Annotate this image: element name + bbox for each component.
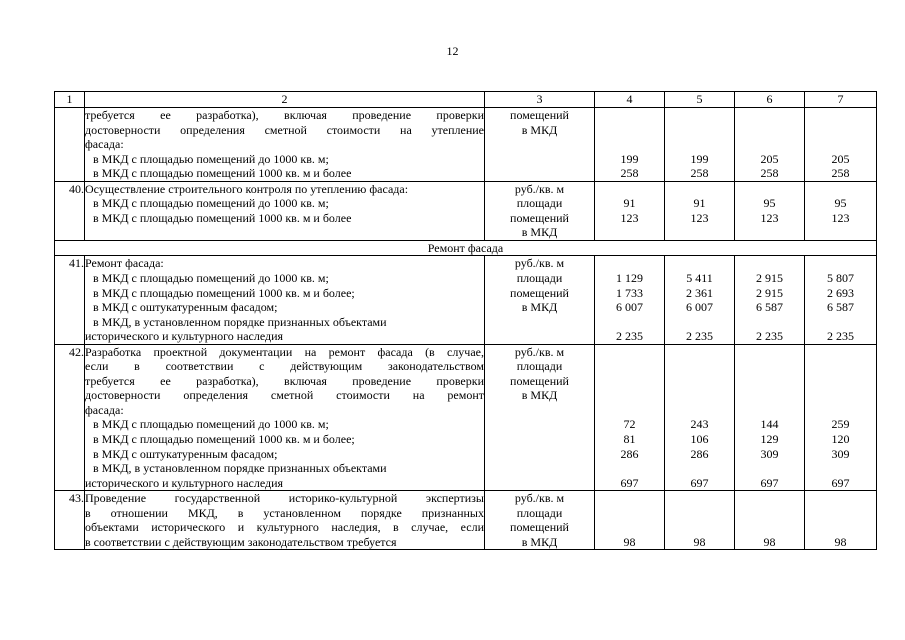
table-row [55,491,877,550]
value: 2 235 [686,329,713,344]
description-item: в МКД с площадью помещений 1000 кв. м и более; [93,285,355,300]
value-cell-c6 [735,256,805,344]
value: 697 [690,475,709,490]
table-row [55,256,877,344]
spacer [735,359,804,374]
table-row [55,344,877,490]
column-header: 1 [55,92,85,108]
description-line: фасада: [85,137,124,152]
spacer [735,403,804,418]
value: 91 [693,196,706,211]
value: 120 [831,432,850,447]
page-number: 12 [446,44,459,58]
value [805,315,876,330]
value-cell-c6 [735,491,805,550]
value: 2 915 [756,285,783,300]
value: 98 [623,534,636,549]
spacer [665,256,734,271]
description-item: в МКД с площадью помещений 1000 кв. м и более [93,166,352,181]
value: 98 [763,534,776,549]
value: 2 235 [616,329,643,344]
spacer [735,137,804,152]
value [805,506,876,521]
value: 5 807 [827,271,854,286]
value [665,461,734,476]
description-line: в отношении МКД, в установленном порядке признанных [85,505,484,520]
value [665,315,734,330]
value: 81 [623,432,636,447]
spacer [805,137,876,152]
unit-line: площади [516,505,563,520]
value-cell-c7 [805,491,877,550]
unit-line: в МКД [521,388,558,403]
value: 2 361 [686,285,713,300]
value [665,506,734,521]
value-cell-c4 [595,344,665,490]
value [735,315,804,330]
value: 6 007 [616,300,643,315]
row-description [85,344,485,490]
value [735,520,804,535]
description-line: Ремонт фасада: [85,256,164,271]
unit-line: площади [516,359,563,374]
column-header: 6 [735,92,805,108]
value: 1 129 [616,271,643,286]
spacer [805,388,876,403]
value: 258 [620,166,639,181]
spacer [595,359,664,374]
description-item: в МКД с площадью помещений до 1000 кв. м; [93,417,329,432]
value: 129 [760,432,779,447]
description-item: в МКД с площадью помещений до 1000 кв. м; [93,151,329,166]
value: 259 [831,417,850,432]
value-cell-c7 [805,108,877,182]
row-number: 43. [55,491,85,550]
value: 6 587 [756,300,783,315]
spacer [805,108,876,123]
value: 199 [690,151,709,166]
column-header: 5 [665,92,735,108]
unit-line: помещений [510,108,569,122]
value: 72 [623,417,636,432]
spacer [735,345,804,360]
value [805,491,876,506]
value-cell-c5 [665,108,735,182]
unit-line: руб./кв. м [514,491,565,506]
spacer [595,256,664,271]
value [805,461,876,476]
row-description [85,108,485,182]
row-number [55,108,85,182]
value: 95 [763,196,776,211]
description-item: в МКД с площадью помещений до 1000 кв. м; [93,271,329,286]
description-item: в МКД с площадью помещений до 1000 кв. м; [93,196,329,211]
value [665,520,734,535]
unit-line: помещений [510,285,569,300]
description-line: исторического и культурного наследия [85,329,284,344]
value [665,491,734,506]
value: 123 [760,210,779,225]
unit-line: в МКД [521,534,558,549]
value: 697 [831,475,850,490]
spacer [735,256,804,271]
spacer [735,374,804,389]
value-cell-c5 [665,344,735,490]
value [595,520,664,535]
column-header: 3 [485,92,595,108]
value: 258 [760,166,779,181]
value-cell-c4 [595,256,665,344]
spacer [805,403,876,418]
description-item: в МКД с оштукатуренным фасадом; [93,446,278,461]
value [595,461,664,476]
row-description [85,256,485,344]
description-line: Осуществление строительного контроля по утеплению фасада: [85,181,409,196]
description-item: в МКД с площадью помещений 1000 кв. м и более; [93,432,355,447]
tariff-table [54,91,877,550]
description-line: Проведение государственной историко-культурной экспертизы [85,491,484,506]
spacer [805,374,876,389]
value: 123 [620,210,639,225]
value: 2 915 [756,271,783,286]
unit-line: руб./кв. м [514,344,565,359]
spacer [595,403,664,418]
value [735,491,804,506]
unit-cell [485,181,595,240]
description-item: в МКД, в установленном порядке признанных объектами [93,461,387,476]
value-cell-c6 [735,181,805,240]
value: 286 [690,446,709,461]
value: 95 [834,196,847,211]
spacer [665,403,734,418]
value: 697 [760,475,779,490]
description-line: фасада: [85,402,124,417]
value: 98 [834,534,847,549]
value: 123 [690,210,709,225]
value: 199 [620,151,639,166]
value [735,461,804,476]
unit-cell [485,108,595,182]
unit-line: помещений [510,373,569,388]
description-line: достоверности определения сметной стоимости на утепление [85,122,484,137]
spacer [805,256,876,271]
value: 5 411 [686,271,713,286]
spacer [735,182,804,197]
spacer [735,388,804,403]
value-cell-c4 [595,491,665,550]
spacer [665,182,734,197]
value-cell-c6 [735,344,805,490]
description-item: в МКД с оштукатуренным фасадом; [93,300,278,315]
unit-cell [485,491,595,550]
unit-line: в МКД [521,225,558,240]
value: 205 [760,151,779,166]
description-line: в соответствии с действующим законодательством требуется [85,534,397,549]
value: 144 [760,417,779,432]
unit-line: в МКД [521,122,558,137]
spacer [805,182,876,197]
row-number: 42. [55,344,85,490]
value [595,491,664,506]
value-cell-c7 [805,344,877,490]
unit-line: площади [516,271,563,286]
description-line: если в соответствии с действующим законодательством [85,359,484,374]
value: 1 733 [616,285,643,300]
spacer [595,137,664,152]
spacer [595,108,664,123]
column-header: 2 [85,92,485,108]
unit-line: в МКД [521,300,558,315]
value: 258 [831,166,850,181]
description-line: требуется ее разработка), включая проведение проверки [85,373,484,388]
value-cell-c5 [665,491,735,550]
value-cell-c7 [805,181,877,240]
value: 91 [623,196,636,211]
spacer [595,182,664,197]
unit-cell [485,256,595,344]
spacer [665,137,734,152]
value: 258 [690,166,709,181]
value: 123 [831,210,850,225]
unit-line: руб./кв. м [514,181,565,196]
row-description [85,491,485,550]
value [805,520,876,535]
value: 106 [690,432,709,447]
section-row [55,240,877,256]
section-title: Ремонт фасада [55,240,877,256]
description-line: Разработка проектной документации на ремонт фасада (в случае, [85,344,484,359]
spacer [735,123,804,138]
spacer [595,374,664,389]
row-number: 40. [55,181,85,240]
unit-line: помещений [510,210,569,225]
row-number: 41. [55,256,85,344]
value-cell-c7 [805,256,877,344]
table-row [55,108,877,182]
description-line: достоверности определения сметной стоимости на ремонт [85,388,484,403]
description-item: в МКД с площадью помещений 1000 кв. м и более [93,210,352,225]
value: 697 [620,475,639,490]
row-description [85,181,485,240]
value: 2 693 [827,285,854,300]
value [735,506,804,521]
value-cell-c4 [595,108,665,182]
value: 6 587 [827,300,854,315]
unit-line: руб./кв. м [514,256,565,271]
column-header-row [55,92,877,108]
column-header: 7 [805,92,877,108]
value: 2 235 [827,329,854,344]
spacer [805,123,876,138]
description-line: объектами исторического и культурного наследия, в случае, если [85,520,484,535]
spacer [805,345,876,360]
value: 309 [831,446,850,461]
unit-line: помещений [510,520,569,535]
value [595,315,664,330]
value: 205 [831,151,850,166]
value-cell-c5 [665,256,735,344]
value-cell-c5 [665,181,735,240]
description-line: исторического и культурного наследия [85,475,284,490]
unit-line: площади [516,196,563,211]
value: 98 [693,534,706,549]
spacer [805,359,876,374]
spacer [665,374,734,389]
column-header: 4 [595,92,665,108]
value: 2 235 [756,329,783,344]
table-row [55,181,877,240]
spacer [665,388,734,403]
spacer [595,123,664,138]
spacer [665,108,734,123]
value: 286 [620,446,639,461]
unit-cell [485,344,595,490]
description-line: требуется ее разработка), включая проведение проверки [85,108,484,122]
spacer [595,345,664,360]
spacer [595,388,664,403]
spacer [735,108,804,123]
spacer [665,345,734,360]
value [595,506,664,521]
spacer [665,359,734,374]
spacer [665,123,734,138]
value: 243 [690,417,709,432]
value-cell-c6 [735,108,805,182]
value-cell-c4 [595,181,665,240]
description-item: в МКД, в установленном порядке признанных объектами [93,314,387,329]
value: 6 007 [686,300,713,315]
value: 309 [760,446,779,461]
